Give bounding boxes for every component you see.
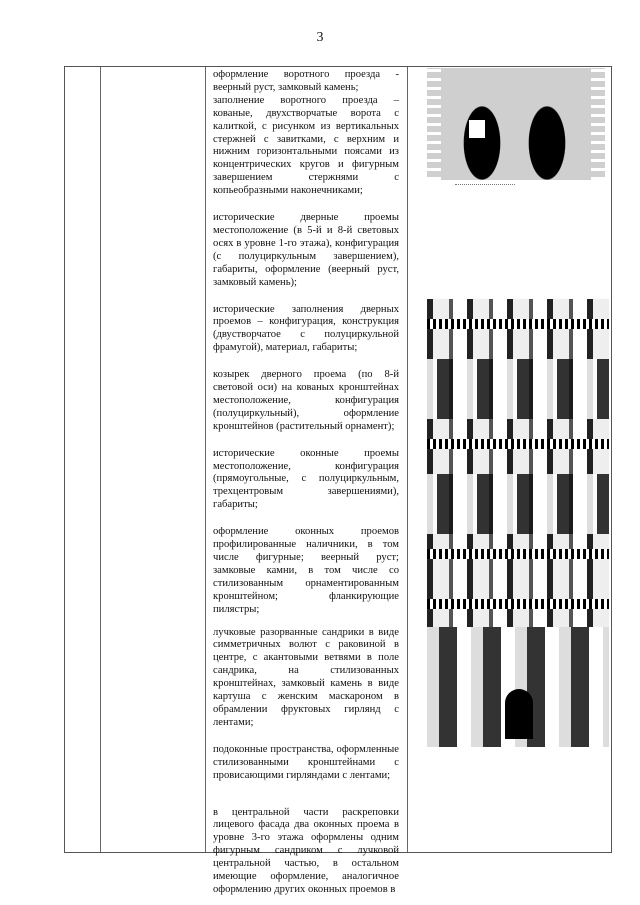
paragraph: подоконные пространства, оформленные стилизованными кронштейнами с провисающими гирляндами с лентами;	[213, 743, 399, 781]
paragraph: исторические заполнения дверных проемов – конфигурация, конструкция (двустворчатое с полуциркульной фрамугой), материал, габариты;	[213, 303, 399, 354]
description-cell	[213, 69, 399, 897]
paragraph: в центральной части раскреповки лицевого фасада два оконных проема в уровне 3-го этажа оформлены одним фигурным сандриком с лучковой центральной частью, в остальном имеющие оформление, аналогичное оформлению других оконных проемов в	[213, 806, 399, 895]
paragraph: оформление воротного проезда - веерный руст, замковый камень;	[213, 69, 399, 93]
photo-detail	[469, 120, 485, 138]
facade-photo	[427, 299, 609, 747]
photo-detail	[427, 474, 609, 534]
paragraph: лучковые разорванные сандрики в виде симметричных волют с раковиной в центре, с акантовыми ветвями в поле сандрика, на стилизованных кронштейнах, замковый камень в виде картуша с женским маскароном в обрамлении фруктовых гирлянд с лентами;	[213, 626, 399, 728]
photo-detail	[427, 599, 609, 609]
photo-detail	[427, 439, 609, 449]
photo-detail	[427, 359, 609, 419]
photo-detail	[427, 319, 609, 329]
photo-caption-line	[455, 184, 515, 185]
paragraph: заполнение воротного проезда – кованые, двухстворчатые ворота с калиткой, с рисунком из вертикальных стержней с завитками, с верхним и нижним горизонтальными поясами из концентрических кругов и фигурным завершением стержнями с копьеобразными наконечниками;	[213, 94, 399, 197]
column-divider	[205, 67, 206, 852]
paragraph: исторические оконные проемы местоположение, конфигурация (прямоугольные, с полуциркульным, трехцентровым завершениями), габариты;	[213, 447, 399, 511]
photo-detail	[427, 549, 609, 559]
photo-detail	[505, 689, 533, 739]
page-number: 3	[316, 30, 324, 45]
paragraph: исторические дверные проемы местоположение (в 5-й и 8-й световых осях в уровне 1-го этажа), конфигурация (с полуциркульным завершением), габариты, оформление (веерный руст, замковый камень);	[213, 212, 399, 288]
protection-items-table	[64, 66, 612, 895]
paragraph: козырек дверного проема (по 8-й световой оси) на кованых кронштейнах местоположение, конфигурация (полуциркульный), оформление кронштейнов (растительный орнамент);	[213, 369, 399, 432]
gate-passage-photo	[427, 68, 605, 180]
column-divider	[407, 67, 408, 852]
column-divider	[100, 67, 101, 852]
paragraph: оформление оконных проемов профилированные наличники, в том числе фигурные; веерный руст; замковые камни, в том числе со стилизованным орнаментированным кронштейном; фланкирующие пилястры;	[213, 526, 399, 615]
